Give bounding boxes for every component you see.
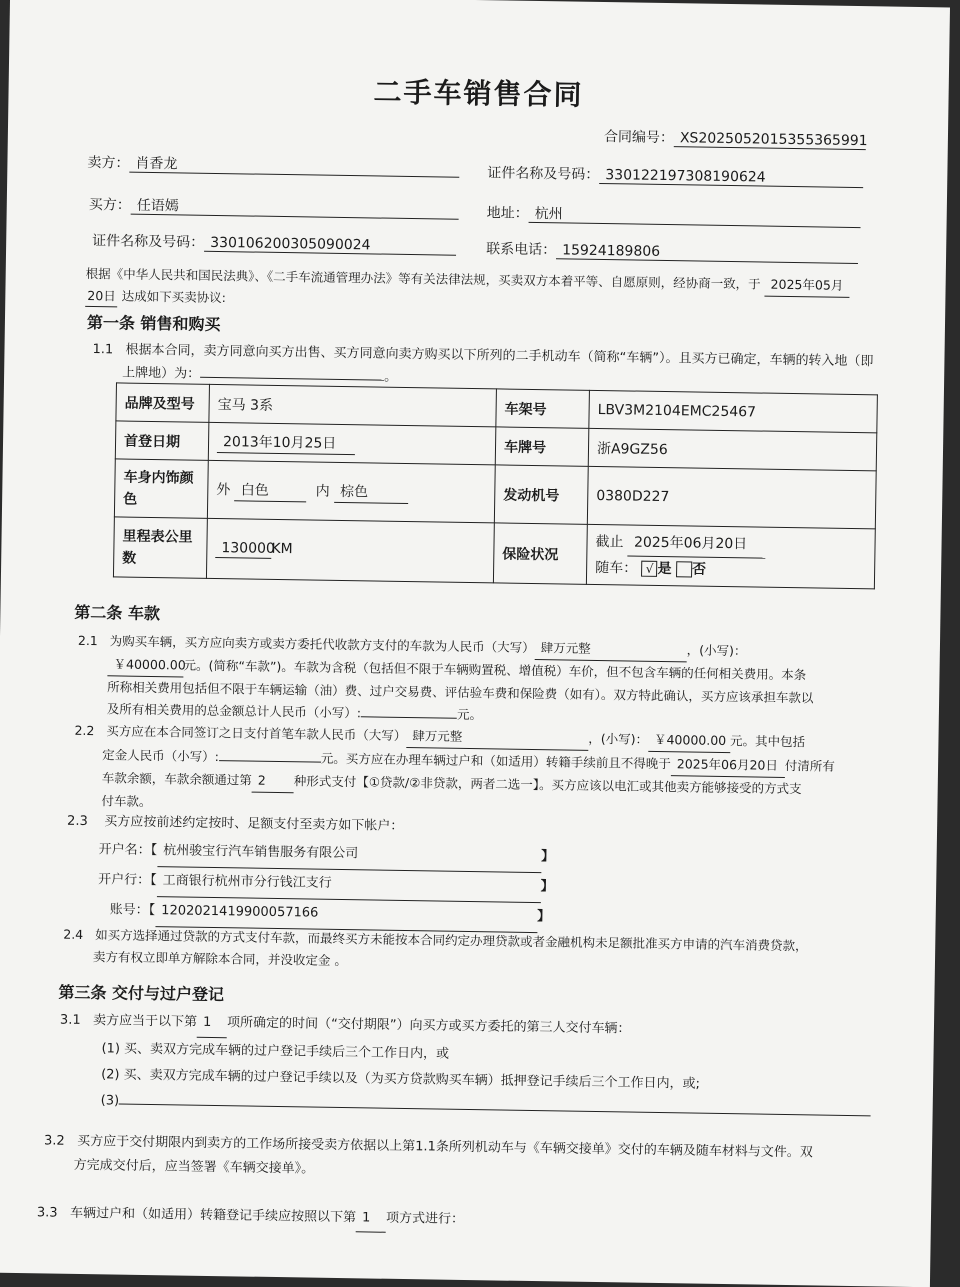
s24-a: 如买方选择通过贷款的方式支付车款，而最终买方未能按本合同约定办理贷款或者金融机构未足额批准买方申请的汽车消费贷款，	[95, 927, 808, 954]
s22-small-label: ，(小写)：	[588, 730, 649, 747]
seller-id-label: 证件名称及号码：	[487, 165, 600, 183]
plate-value: 浙A9GZ56	[588, 428, 877, 471]
s23-a: 买方应按前述约定按时、足额支付至卖方如下帐户：	[104, 814, 404, 834]
s22-d: 付车款。	[101, 793, 152, 810]
contract-number	[604, 130, 866, 150]
bracket-close: 】	[541, 849, 555, 865]
s32-b: 方完成交付后，应当签署《车辆交接单》。	[73, 1157, 315, 1177]
s11-end: 。	[384, 369, 398, 385]
s21-d: 及所有相关费用的总金额总计人民币（小写）:	[106, 701, 362, 721]
section-3-1	[59, 1008, 873, 1127]
color-label: 车身内饰颜色	[114, 459, 208, 518]
mileage-cell	[206, 518, 494, 583]
first-reg-label: 首登日期	[115, 421, 209, 460]
s22-a: 买方应在本合同签订之日支付首笔车款人民币（大写）	[106, 723, 407, 744]
contract-number-label: 合同编号：	[603, 129, 675, 147]
section-2-1	[77, 630, 815, 731]
brand-value: 宝马 3系	[209, 384, 497, 427]
bank-value: 工商银行杭州市分行钱江支行	[156, 867, 540, 903]
mileage-unit: KM	[271, 540, 293, 557]
registration-place-blank	[200, 362, 384, 381]
address-value: 杭州	[529, 207, 861, 228]
acct-no-value: 1202021419900057166	[155, 897, 537, 933]
ext-color: 白色	[235, 479, 307, 502]
seller-id-value: 330122197308190624	[599, 168, 863, 188]
phone-label: 联系电话：	[486, 241, 557, 259]
buyer-id-row	[92, 234, 456, 256]
acct-name-value: 杭州骏宝行汽车销售服务有限公司	[157, 837, 541, 873]
phone-value: 15924189806	[556, 243, 858, 264]
ins-until-label: 截止	[595, 533, 624, 550]
s11-num: 1.1	[92, 342, 114, 358]
first-reg-cell	[208, 422, 496, 465]
s32-num: 3.2	[43, 1133, 65, 1149]
contract-number-value: XS2025052015355365991	[674, 131, 866, 150]
seller-row	[87, 156, 459, 178]
page-title: 二手车销售合同	[373, 75, 584, 112]
s31-option-2: (2) 买、卖双方完成车辆的过户登记手续以及（为买方贷款购买车辆）抵押登记手续后三个工作日内，或;	[101, 1067, 701, 1092]
seller-id-row	[487, 166, 863, 188]
bank-label: 开户行：【	[98, 872, 157, 889]
seller-name: 肖香龙	[129, 157, 459, 178]
s22-b-end: 付清所有	[784, 757, 835, 774]
article-2-title: 第二条 车款	[74, 602, 161, 624]
s33-a-end: 项方式进行：	[385, 1210, 465, 1227]
s11-text-a: 根据本合同，卖方同意向买方出售、买方同意向卖方购买以下所列的二手机动车（简称“车辆”）。且买方已确定，车辆的转入地（即	[125, 342, 874, 370]
s31-option-1: (1) 买、卖双方完成车辆的过户登记手续后三个工作日内，或	[101, 1041, 450, 1062]
s21-small: ￥40000.00	[107, 653, 183, 677]
section-2-4	[63, 924, 808, 980]
with-car-label: 随车：	[595, 559, 638, 577]
ins-until-value: 2025年06月20日	[628, 530, 766, 558]
address-label: 地址：	[486, 205, 529, 222]
intro-date-b: 20日	[85, 286, 118, 308]
s22-small: ￥40000.00	[648, 729, 730, 753]
s21-num: 2.1	[77, 632, 98, 649]
s22-way: 2	[252, 770, 294, 794]
s24-b: 卖方有权立即单方解除本合同，并没收定金 。	[92, 949, 348, 969]
intro-text: 根据《中华人民共和国民法典》、《二手车流通管理办法》等有关法律法规，买卖双方本着平等、自愿原则，经协商一致，于	[85, 265, 761, 292]
s31-a-end: 项所确定的时间（“交付期限”）向买方或买方委托的第三人交付车辆：	[226, 1015, 631, 1037]
int-color: 棕色	[334, 480, 408, 503]
intro-end: 达成如下买卖协议:	[121, 288, 227, 306]
s21-c: 所称相关费用包括但不限于车辆运输（油）费、过户交易费、评估验车费和保险费（如有）。双方特此确认，买方应该承担车款以	[107, 679, 814, 706]
s21-a: 为购买车辆，买方应向卖方或卖方委托代收款方支付的车款为人民币（大写）	[109, 633, 535, 656]
insurance-cell	[586, 524, 875, 589]
address-row	[487, 206, 861, 228]
buyer-id-label: 证件名称及号码：	[92, 233, 205, 251]
s22-b: 定金人民币（小写）:	[102, 747, 219, 765]
s23-num: 2.3	[66, 813, 88, 830]
ext-prefix: 外	[216, 481, 231, 498]
plate-label: 车牌号	[495, 427, 589, 466]
first-reg-value: 2013年10月25日	[217, 431, 355, 455]
section-3-2	[44, 1129, 813, 1189]
s24-num: 2.4	[63, 926, 84, 942]
mileage-value: 130000	[215, 539, 271, 558]
vin-label: 车架号	[496, 389, 590, 428]
s32-a: 买方应于交付期限内到卖方的工作场所接受卖方依据以上第1.1条所列机动车与《车辆交接单》交付的车辆及随车材料与文件。双	[77, 1133, 813, 1161]
mileage-label: 里程表公里数	[113, 517, 207, 578]
section-2-3	[65, 808, 554, 934]
no-label: 否	[691, 560, 707, 578]
s21-total-blank	[361, 701, 457, 719]
insurance-label: 保险状况	[493, 523, 587, 584]
s31-a: 卖方应当于以下第	[92, 1013, 198, 1030]
s11-text-b: 上牌地）为：	[122, 365, 201, 382]
section-2-2	[73, 720, 835, 823]
s31-option-3: (3)	[100, 1093, 120, 1109]
int-prefix: 内	[315, 483, 330, 500]
s22-c-end: 种形式支付【①贷款/②非贷款，两者二选一】。买方应该以电汇或其他卖方能够接受的方式支	[293, 773, 802, 797]
deposit-blank	[219, 745, 321, 763]
s31-num: 3.1	[59, 1012, 81, 1028]
seller-label: 卖方：	[87, 154, 130, 172]
engine-label: 发动机号	[494, 465, 588, 524]
bracket-close: 】	[537, 909, 551, 925]
buyer-id-value: 330106200305090024	[204, 236, 456, 256]
buyer-label: 买方：	[88, 196, 131, 214]
vehicle-table	[113, 382, 878, 589]
s33-a: 车辆过户和（如适用）转籍登记手续应按照以下第	[69, 1205, 357, 1226]
s22-date: 2025年06月20日	[671, 753, 785, 778]
s21-small-label: ，(小写)：	[686, 642, 747, 659]
phone-row	[486, 242, 858, 264]
s33-num: 3.3	[36, 1205, 58, 1221]
table-row	[113, 517, 875, 589]
s33-item: 1	[356, 1206, 386, 1232]
article-3-title: 第三条 交付与过户登记	[58, 982, 225, 1005]
s22-b-mid: 元。买方应在办理车辆过户和（如适用）转籍手续前且不得晚于	[320, 750, 671, 772]
no-checkbox[interactable]	[676, 561, 692, 577]
s22-num: 2.2	[74, 722, 95, 739]
s22-a-end: 元。其中包括	[729, 733, 806, 750]
section-3-3	[37, 1201, 464, 1234]
s22-upper: 肆万元整	[406, 725, 588, 751]
intro-paragraph	[85, 264, 849, 319]
yes-checkbox[interactable]: √	[641, 560, 657, 576]
acct-name-label: 开户名：【	[98, 842, 158, 859]
intro-date-a: 2025年05月	[764, 275, 849, 298]
s31-item: 1	[197, 1010, 227, 1038]
bracket-close: 】	[540, 879, 554, 895]
acct-no-label: 账号：【	[109, 902, 156, 919]
engine-value: 0380D227	[587, 466, 876, 529]
s22-c: 车款余额，车款余额通过第	[101, 770, 252, 788]
buyer-name: 任语嫣	[131, 199, 459, 220]
color-cell	[207, 460, 495, 523]
s21-d-end: 元。	[456, 706, 483, 723]
article-1-title: 第一条 销售和购买	[86, 312, 221, 335]
buyer-row	[89, 198, 459, 220]
s21-upper: 肆万元整	[535, 637, 687, 662]
yes-label: 是	[657, 560, 672, 577]
vin-value: LBV3M2104EMC25467	[589, 390, 878, 433]
brand-label: 品牌及型号	[116, 383, 210, 422]
s21-b: 元。(简称“车款”)。车款为含税（包括但不限于车辆购置税、增值税）车价，但不包含车辆的任何相关费用。本条	[183, 657, 807, 683]
